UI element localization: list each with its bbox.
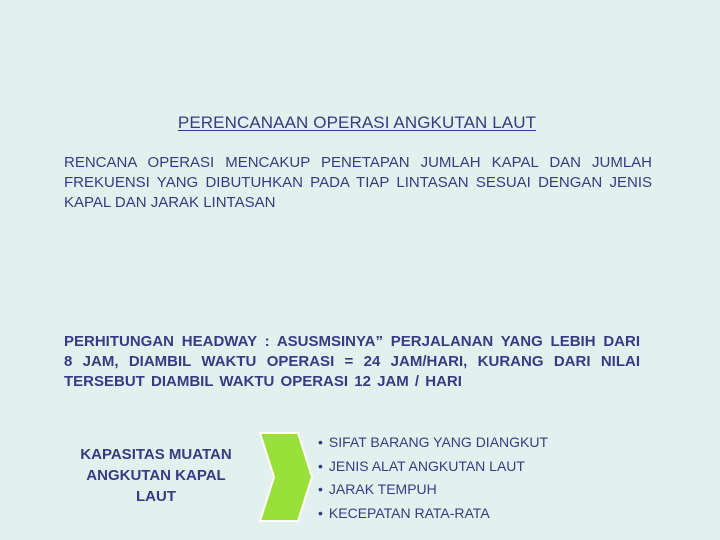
factor-item-distance: • JARAK TEMPUH [318, 478, 548, 502]
factor-item-vessel-type: • JENIS ALAT ANGKUTAN LAUT [318, 455, 548, 479]
capacity-label-line-2: ANGKUTAN KAPAL [86, 467, 226, 484]
factor-item-speed: • KECEPATAN RATA-RATA [318, 502, 548, 526]
capacity-label-line-1: KAPASITAS MUATAN [80, 446, 232, 463]
factor-item-cargo: • SIFAT BARANG YANG DIANGKUT [318, 431, 548, 455]
operation-plan-paragraph: RENCANA OPERASI MENCAKUP PENETAPAN JUMLAH KAPAL DAN JUMLAH FREKUENSI YANG DIBUTUHKAN PADA TIAP LINTASAN SESUAI DENGAN JENIS KAPAL DAN JARAK LINTASAN [64, 154, 652, 211]
capacity-label-line-3: LAUT [136, 488, 176, 505]
capacity-label [56, 444, 256, 507]
factors-list [318, 431, 548, 525]
chevron-arrow-right-icon [258, 431, 314, 523]
slide-title: PERENCANAAN OPERASI ANGKUTAN LAUT [177, 113, 537, 132]
headway-paragraph: PERHITUNGAN HEADWAY : ASUSMSINYA” PERJALANAN YANG LEBIH DARI 8 JAM, DIAMBIL WAKTU OPERASI = 24 JAM/HARI, KURANG DARI NILAI TERSEBUT DIAMBIL WAKTU OPERASI 12 JAM / HARI [64, 333, 640, 390]
